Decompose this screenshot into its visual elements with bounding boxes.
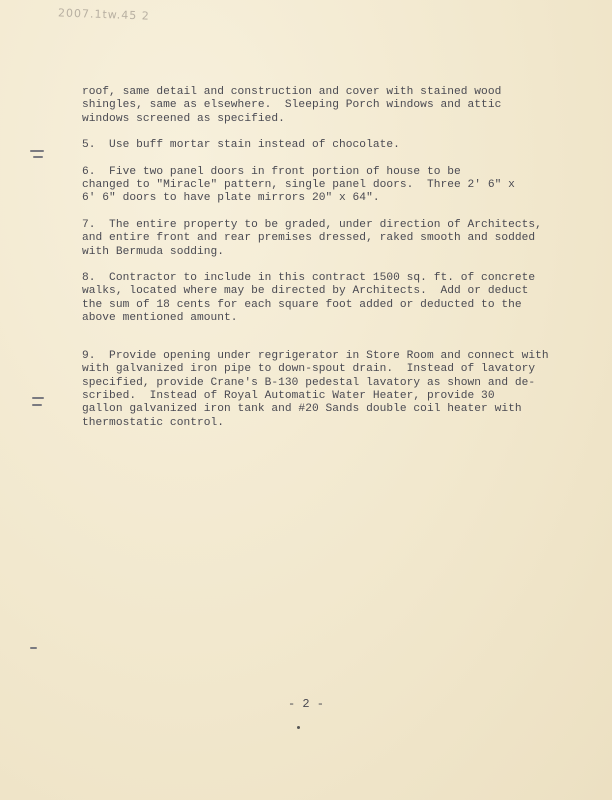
staple-mark: [32, 397, 44, 399]
typed-body: [82, 86, 582, 443]
paragraph-item-8: 8. Contractor to include in this contract 1500 sq. ft. of concrete walks, located where may be directed by Architects. Add or deduct the sum of 18 cents for each square foot added or deducted to the above mentioned amount.: [82, 272, 536, 325]
staple-mark: [32, 404, 42, 406]
staple-mark: [30, 647, 37, 649]
paragraph-continuation: roof, same detail and construction and cover with stained wood shingles, same as elsewhere. Sleeping Porch windows and attic windows screened as specified.: [82, 86, 502, 125]
paragraph-item-7: 7. The entire property to be graded, under direction of Architects, and entire front and rear premises dressed, raked smooth and sodded with Bermuda sodding.: [82, 218, 542, 258]
staple-mark: [30, 150, 44, 152]
paragraph-item-6: 6. Five two panel doors in front portion of house to be changed to "Miracle" pattern, single panel doors. Three 2' 6" x 6' 6" doors to have plate mirrors 20" x 64".: [82, 165, 515, 205]
pencil-catalog-note: 2007.1tw.45 2: [57, 6, 150, 23]
page-number: - 2 -: [288, 697, 325, 711]
paragraph-item-9: 9. Provide opening under regrigerator in Store Room and connect with with galvanized iron pipe to down-spout drain. Instead of lavatory specified, provide Crane's B-130 pedestal lavatory as shown and de- scribed. Instead of Royal Automatic Water Heater, provide 30 gallon galvanized iron tank and #20 Sands double coil heater with thermostatic control.: [82, 349, 549, 429]
paragraph-item-5: 5. Use buff mortar stain instead of chocolate.: [82, 139, 400, 152]
staple-mark: [33, 156, 43, 158]
ink-dot: [297, 726, 300, 729]
